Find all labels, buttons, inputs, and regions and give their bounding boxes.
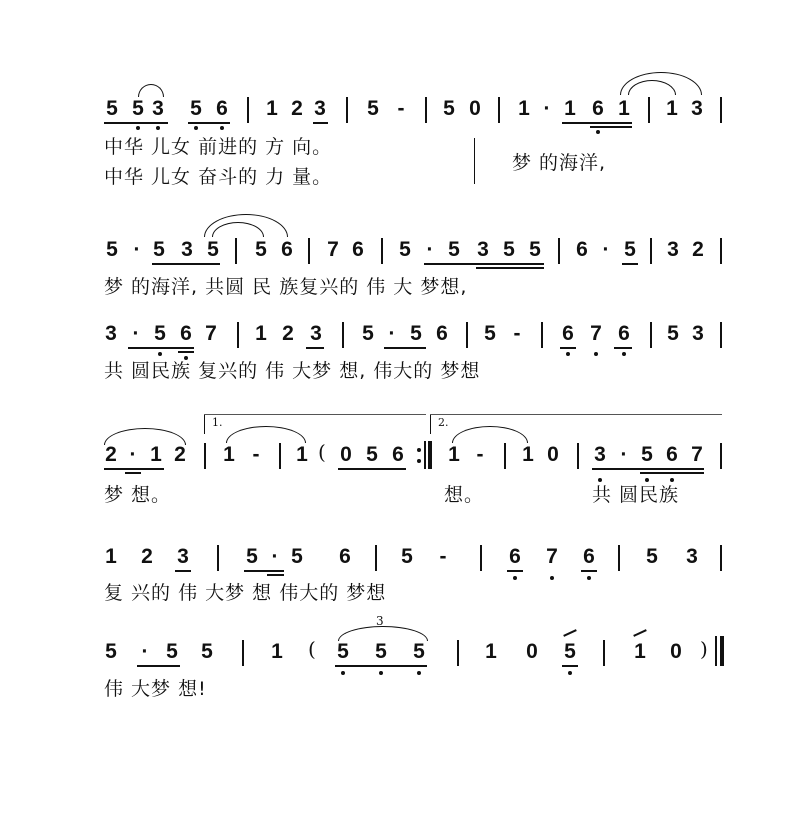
barline xyxy=(217,545,219,571)
note: 1 xyxy=(518,97,530,120)
note: 1 xyxy=(666,97,678,120)
barline xyxy=(720,238,722,264)
note: 3 xyxy=(692,322,704,345)
note: 3 xyxy=(691,97,703,120)
note: · xyxy=(271,545,279,568)
note: 7 xyxy=(546,545,558,568)
note: 7 xyxy=(327,238,339,261)
beam xyxy=(137,665,180,667)
note: 5 xyxy=(484,322,496,345)
low-dot xyxy=(568,671,572,675)
barline xyxy=(720,97,722,123)
barline xyxy=(466,322,468,348)
lyric-shared: 梦 的海洋, xyxy=(512,152,607,174)
barline xyxy=(242,640,244,666)
beam xyxy=(128,347,194,349)
note: · xyxy=(426,238,434,261)
low-dot xyxy=(596,130,600,134)
beam xyxy=(560,347,576,349)
note: 5 xyxy=(362,322,374,345)
repeat-dot xyxy=(417,448,421,452)
note: 0 xyxy=(340,443,352,466)
note: 6 xyxy=(180,322,192,345)
note: 6 xyxy=(666,443,678,466)
low-dot xyxy=(341,671,345,675)
volta-2-line xyxy=(430,414,722,415)
note: 7 xyxy=(590,322,602,345)
note: 5 xyxy=(132,97,144,120)
verse-brace xyxy=(474,138,475,184)
low-dot xyxy=(598,478,602,482)
low-dot xyxy=(379,671,383,675)
note: 7 xyxy=(691,443,703,466)
note: 1 xyxy=(266,97,278,120)
note: 5 xyxy=(624,238,636,261)
open-parenthesis: ( xyxy=(308,637,316,661)
note: · xyxy=(620,443,628,466)
note: 5 xyxy=(190,97,202,120)
note: 6 xyxy=(562,322,574,345)
low-dot xyxy=(594,352,598,356)
note: 5 xyxy=(399,238,411,261)
barline xyxy=(648,97,650,123)
beam xyxy=(178,351,194,353)
note: 5 xyxy=(366,443,378,466)
note: · xyxy=(543,97,551,120)
low-dot xyxy=(158,352,162,356)
note: 5 xyxy=(443,97,455,120)
final-barline-thick xyxy=(720,636,724,666)
note: 5 xyxy=(106,97,118,120)
slur xyxy=(452,426,528,443)
close-parenthesis: ) xyxy=(700,637,708,661)
low-dot xyxy=(220,126,224,130)
note: 6 xyxy=(392,443,404,466)
note: 6 xyxy=(352,238,364,261)
triplet-number: 3 xyxy=(376,614,384,628)
note: 6 xyxy=(281,238,293,261)
note: 5 xyxy=(667,322,679,345)
slur xyxy=(138,84,164,97)
slur xyxy=(226,426,306,443)
note: 5 xyxy=(448,238,460,261)
barline xyxy=(650,238,652,264)
note: 3 xyxy=(152,97,164,120)
note: 6 xyxy=(436,322,448,345)
note: 5 xyxy=(153,238,165,261)
note: 1 xyxy=(564,97,576,120)
note: 5 xyxy=(337,640,349,663)
barline xyxy=(308,238,310,264)
note: 3 xyxy=(105,322,117,345)
note: 0 xyxy=(526,640,538,663)
note: 5 xyxy=(641,443,653,466)
beam xyxy=(125,472,141,474)
beam xyxy=(476,267,544,269)
breath-mark xyxy=(563,629,577,637)
barline xyxy=(237,322,239,348)
barline xyxy=(425,97,427,123)
note: · xyxy=(133,238,141,261)
note: 2 xyxy=(105,443,117,466)
beam xyxy=(188,122,230,124)
low-dot xyxy=(587,576,591,580)
beam xyxy=(581,570,597,572)
note: 5 xyxy=(166,640,178,663)
barline xyxy=(541,322,543,348)
note: 1 xyxy=(296,443,308,466)
note: 5 xyxy=(564,640,576,663)
note: 5 xyxy=(246,545,258,568)
beam xyxy=(335,665,427,667)
note: 1 xyxy=(271,640,283,663)
barline xyxy=(577,443,579,469)
barline xyxy=(603,640,605,666)
note: 6 xyxy=(216,97,228,120)
beam xyxy=(313,122,328,124)
beam xyxy=(614,347,632,349)
note: - xyxy=(439,545,447,568)
note: 5 xyxy=(255,238,267,261)
note: 3 xyxy=(667,238,679,261)
slur xyxy=(104,428,186,445)
note: 1 xyxy=(618,97,630,120)
note: · xyxy=(602,238,610,261)
note: · xyxy=(129,443,137,466)
beam xyxy=(175,570,191,572)
note: 5 xyxy=(401,545,413,568)
barline xyxy=(247,97,249,123)
low-dot xyxy=(645,478,649,482)
final-barline-thin xyxy=(715,636,717,666)
beam xyxy=(104,122,168,124)
volta-2-label: 2. xyxy=(438,416,449,429)
beam xyxy=(424,263,544,265)
note: 5 xyxy=(106,238,118,261)
note: 2 xyxy=(174,443,186,466)
lyric-line: 梦 想。 xyxy=(104,484,172,506)
beam xyxy=(507,570,523,572)
barline xyxy=(650,322,652,348)
barline xyxy=(457,640,459,666)
note: 6 xyxy=(576,238,588,261)
note: 5 xyxy=(413,640,425,663)
barline xyxy=(342,322,344,348)
lyric-line: 伟 大梦 想! xyxy=(104,678,207,700)
note: 1 xyxy=(485,640,497,663)
low-dot xyxy=(136,126,140,130)
note: 6 xyxy=(509,545,521,568)
note: 1 xyxy=(448,443,460,466)
low-dot xyxy=(194,126,198,130)
note: 3 xyxy=(686,545,698,568)
barline xyxy=(498,97,500,123)
beam xyxy=(622,263,638,265)
low-dot xyxy=(566,352,570,356)
lyric-line: 共 圆民族 复兴的 伟 大梦 想, 伟大的 梦想 xyxy=(104,360,481,382)
note: 1 xyxy=(150,443,162,466)
beam xyxy=(384,347,426,349)
volta-1-bracket xyxy=(204,414,205,434)
note: 3 xyxy=(477,238,489,261)
note: 6 xyxy=(592,97,604,120)
beam xyxy=(562,665,578,667)
beam xyxy=(640,472,704,474)
note: 6 xyxy=(339,545,351,568)
lyric-line: 复 兴的 伟 大梦 想 伟大的 梦想 xyxy=(104,582,387,604)
note: 1 xyxy=(255,322,267,345)
note: 2 xyxy=(141,545,153,568)
barline xyxy=(558,238,560,264)
note: 7 xyxy=(205,322,217,345)
beam xyxy=(338,468,406,470)
note: 5 xyxy=(154,322,166,345)
note: 1 xyxy=(522,443,534,466)
note: 5 xyxy=(367,97,379,120)
note: 0 xyxy=(547,443,559,466)
note: - xyxy=(397,97,405,120)
barline xyxy=(504,443,506,469)
beam xyxy=(104,468,164,470)
beam xyxy=(244,570,284,572)
barline xyxy=(346,97,348,123)
volta-2-bracket xyxy=(430,414,431,434)
note: 2 xyxy=(291,97,303,120)
note: 5 xyxy=(291,545,303,568)
beam xyxy=(267,574,284,576)
note: 1 xyxy=(223,443,235,466)
barline xyxy=(204,443,206,469)
low-dot xyxy=(156,126,160,130)
repeat-barline-thin xyxy=(424,441,426,469)
barline xyxy=(235,238,237,264)
note: · xyxy=(388,322,396,345)
barline xyxy=(720,545,722,571)
note: 3 xyxy=(594,443,606,466)
note: 5 xyxy=(105,640,117,663)
lyric-line: 想。 xyxy=(444,484,485,506)
beam xyxy=(590,126,632,128)
barline xyxy=(279,443,281,469)
note: 1 xyxy=(634,640,646,663)
note: 1 xyxy=(105,545,117,568)
note: 5 xyxy=(503,238,515,261)
note: 3 xyxy=(181,238,193,261)
note: · xyxy=(132,322,140,345)
low-dot xyxy=(513,576,517,580)
note: 5 xyxy=(529,238,541,261)
barline xyxy=(720,443,722,469)
note: 5 xyxy=(646,545,658,568)
note: 3 xyxy=(177,545,189,568)
note: - xyxy=(476,443,484,466)
low-dot xyxy=(550,576,554,580)
beam xyxy=(152,263,220,265)
barline xyxy=(480,545,482,571)
note: 0 xyxy=(670,640,682,663)
note: 2 xyxy=(692,238,704,261)
low-dot xyxy=(670,478,674,482)
note: 6 xyxy=(583,545,595,568)
note: 5 xyxy=(207,238,219,261)
beam xyxy=(562,122,632,124)
volta-1-label: 1. xyxy=(212,416,223,429)
note: 3 xyxy=(310,322,322,345)
barline xyxy=(381,238,383,264)
lyric-line: 梦 的海洋, 共圆 民 族复兴的 伟 大 梦想, xyxy=(104,276,468,298)
barline xyxy=(618,545,620,571)
open-parenthesis: ( xyxy=(318,440,326,464)
barline xyxy=(720,322,722,348)
beam xyxy=(592,468,704,470)
lyric-verse-2: 中华 儿女 奋斗的 力 量。 xyxy=(104,166,333,188)
lyric-verse-1: 中华 儿女 前进的 方 向。 xyxy=(104,136,333,158)
note: 0 xyxy=(469,97,481,120)
note: - xyxy=(513,322,521,345)
note: - xyxy=(252,443,260,466)
low-dot xyxy=(417,671,421,675)
volta-1-line xyxy=(204,414,426,415)
note: 2 xyxy=(282,322,294,345)
note: 6 xyxy=(618,322,630,345)
lyric-line: 共 圆民族 xyxy=(592,484,680,506)
note: 5 xyxy=(410,322,422,345)
repeat-barline-thick xyxy=(428,441,432,469)
note: 3 xyxy=(314,97,326,120)
beam xyxy=(306,347,324,349)
barline xyxy=(375,545,377,571)
note: 5 xyxy=(375,640,387,663)
low-dot xyxy=(622,352,626,356)
note: 5 xyxy=(201,640,213,663)
breath-mark xyxy=(633,629,647,637)
triplet-slur xyxy=(338,626,428,641)
note: · xyxy=(141,640,149,663)
repeat-dot xyxy=(417,459,421,463)
